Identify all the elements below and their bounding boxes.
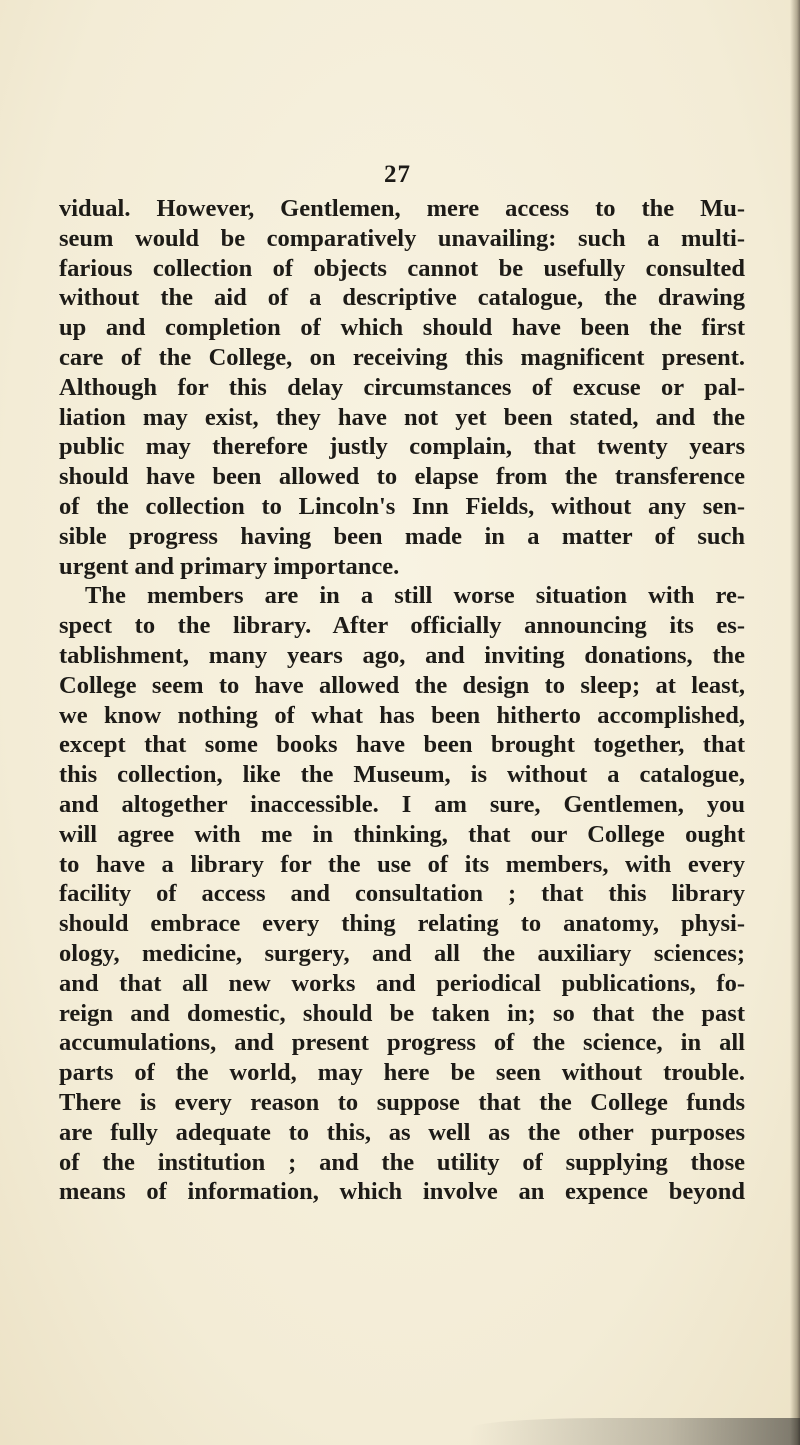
text-line: and altogether inaccessible. I am sure, Gentlemen, you bbox=[59, 790, 745, 818]
text-line: without the aid of a descriptive catalogue, the drawing bbox=[59, 284, 745, 312]
text-line: except that some books have been brought together, that bbox=[59, 731, 745, 759]
text-line: care of the College, on receiving this magnificent present. bbox=[59, 343, 745, 371]
text-line: will agree with me in thinking, that our College ought bbox=[59, 820, 745, 848]
text-line: Although for this delay circumstances of excuse or pal- bbox=[59, 373, 745, 401]
text-line: sible progress having been made in a matter of such bbox=[59, 522, 745, 550]
text-line: this collection, like the Museum, is without a catalogue, bbox=[59, 761, 745, 789]
text-line: College seem to have allowed the design to sleep; at least, bbox=[59, 671, 745, 699]
text-line: There is every reason to suppose that the College funds bbox=[59, 1088, 745, 1116]
body-text bbox=[59, 194, 745, 1207]
text-line: of the institution ; and the utility of supplying those bbox=[59, 1148, 745, 1176]
text-line: up and completion of which should have been the first bbox=[59, 314, 745, 342]
text-line: and that all new works and periodical publications, fo- bbox=[59, 969, 745, 997]
text-line: of the collection to Lincoln's Inn Fields, without any sen- bbox=[59, 492, 745, 520]
text-line: seum would be comparatively unavailing: such a multi- bbox=[59, 224, 745, 252]
text-line: urgent and primary importance. bbox=[59, 552, 400, 580]
text-line: public may therefore justly complain, that twenty years bbox=[59, 433, 745, 461]
text-line: parts of the world, may here be seen without trouble. bbox=[59, 1059, 745, 1087]
text-line: facility of access and consultation ; that this library bbox=[59, 880, 745, 908]
text-line: reign and domestic, should be taken in; so that the past bbox=[59, 999, 745, 1027]
text-line: should embrace every thing relating to anatomy, physi- bbox=[59, 910, 745, 938]
text-line: are fully adequate to this, as well as the other purposes bbox=[59, 1118, 745, 1146]
scan-smudge bbox=[470, 1418, 800, 1445]
text-line: we know nothing of what has been hitherto accomplished, bbox=[59, 701, 745, 729]
text-line: should have been allowed to elapse from the transference bbox=[59, 463, 745, 491]
text-line: farious collection of objects cannot be usefully consulted bbox=[59, 254, 745, 282]
text-line: vidual. However, Gentlemen, mere access to the Mu- bbox=[59, 195, 745, 222]
page-edge-shadow bbox=[790, 0, 800, 1445]
text-line: accumulations, and present progress of the science, in all bbox=[59, 1029, 745, 1057]
text-line: liation may exist, they have not yet been stated, and the bbox=[59, 403, 745, 431]
text-line: tablishment, many years ago, and inviting donations, the bbox=[59, 641, 745, 669]
text-line: means of information, which involve an expence beyond bbox=[59, 1178, 745, 1206]
page-number: 27 bbox=[384, 161, 411, 188]
text-line: to have a library for the use of its members, with every bbox=[59, 850, 745, 878]
text-line: spect to the library. After officially announcing its es- bbox=[59, 612, 745, 640]
text-line: ology, medicine, surgery, and all the auxiliary sciences; bbox=[59, 939, 745, 967]
text-line: The members are in a still worse situation with re- bbox=[85, 582, 745, 610]
